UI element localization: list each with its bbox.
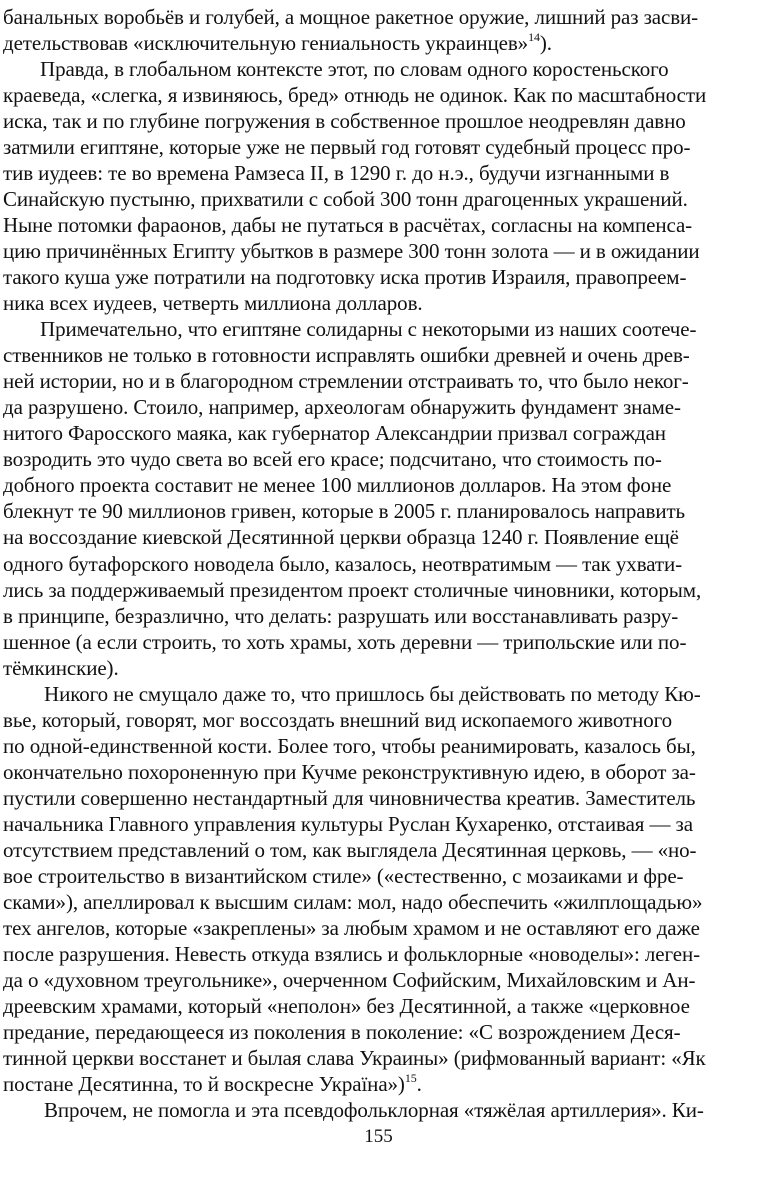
line-text: Синайскую пустыню, прихватили с собой 300 тонн драгоценных украшений. [3,187,688,211]
line-text: Впрочем, не помогла и эта псевдофольклорная «тяжёлая артиллерия». Ки- [44,1098,704,1122]
line-text: ника всех иудеев, четверть миллиона долларов. [3,291,423,315]
line-text: нитого Фаросского маяка, как губернатор Александрии призвал сограждан [3,421,666,445]
line-text-tail: . [416,1072,422,1096]
line-text: тёмкинские). [3,656,119,680]
line-text: дреевским храмами, который «неполон» без Десятинной, а также «церковное [3,994,690,1018]
line-text: Ныне потомки фараонов, дабы не путаться в расчётах, согласны на компенса- [3,213,693,237]
line-text: детельствовав «исключительную гениальность украинцев» [3,31,529,55]
line-text: Никого не смущало даже то, что пришлось бы действовать по методу Кю- [44,682,701,706]
line-text: тив иудеев: те во времена Рамзеса II, в 1290 г. до н.э., будучи изгнанными в [3,161,670,185]
line-text: одного бутафорского новодела было, казалось, неотвратимым — так ухвати- [3,552,683,576]
line-text: предание, передающееся из поколения в поколение: «С возрождением Деся- [3,1020,681,1044]
line-text: окончательно похороненную при Кучме реконструктивную идею, в оборот за- [3,760,696,784]
line-text: затмили египтяне, которые уже не первый год готовят судебный процесс про- [3,135,691,159]
line-text: лись за поддерживаемый президентом проект столичные чиновники, которым, [3,578,702,602]
line-text: Примечательно, что египтяне солидарны с некоторыми из наших соотече- [40,317,697,341]
line-text: добного проекта составит не менее 100 миллионов долларов. На этом фоне [3,473,672,497]
line-text: постане Десятинна, то й воскресне Україна») [3,1072,405,1096]
line-text: ственников не только в готовности исправлять ошибки древней и очень древ- [3,343,690,367]
line-text: пустили совершенно нестандартный для чиновничества креатив. Заместитель [3,786,696,810]
line-text: отсутствием представлений о том, как выглядела Десятинная церковь, — «но- [3,838,697,862]
line-text: вое строительство в византийском стиле» («естественно, с мозаиками и фре- [3,864,684,888]
page-number: 155 [364,1126,393,1147]
line-text: блекнут те 90 миллионов гривен, которые в 2005 г. планировалось направить [3,499,686,523]
line-text: да разрушено. Стоило, например, археологам обнаружить фундамент знаме- [3,395,681,419]
line-text-tail: ). [539,31,552,55]
footnote-reference[interactable]: 14 [528,30,540,44]
line-text: вье, который, говорят, мог воссоздать внешний вид ископаемого животного [3,708,673,732]
line-text: такого куша уже потратили на подготовку иска против Израиля, правопреем- [3,265,687,289]
line-text: в принципе, безразлично, что делать: разрушать или восстанавливать разру- [3,604,679,628]
line-text: после разрушения. Невесть откуда взялись и фольклорные «новоделы»: леген- [3,942,700,966]
line-text: цию причинённых Египту убытков в размере 300 тонн золота — и в ожидании [3,239,700,263]
line-text: тех ангелов, которые «закреплены» за любым храмом и не оставляют его даже [3,916,700,940]
line-text: краеведа, «слегка, я извиняюсь, бред» отнюдь не одинок. Как по масштабности [3,83,707,107]
line-text: тинной церкви восстанет и былая слава Украины» (рифмованный вариант: «Як [3,1046,706,1070]
line-text: иска, так и по глубине погружения в собственное прошлое неодревлян давно [3,109,686,133]
line-text: шенное (а если строить, то хоть храмы, хоть деревни — трипольские или по- [3,630,687,654]
line-text: ней истории, но и в благородном стремлении отстраивать то, что было неког- [3,369,689,393]
line-text: да о «духовном треугольнике», очерченном Софийским, Михайловским и Ан- [3,968,696,992]
line-text: по одной-единственной кости. Более того, чтобы реанимировать, казалось бы, [3,734,696,758]
line-text: возродить это чудо света во всей его красе; подсчитано, что стоимость по- [3,447,662,471]
line-text: на воссоздание киевской Десятинной церкви образца 1240 г. Появление ещё [3,525,679,549]
line-text: банальных воробьёв и голубей, а мощное ракетное оружие, лишний раз засви- [3,5,699,29]
text-line [44,1095,754,1126]
footnote-reference[interactable]: 15 [404,1071,417,1085]
line-text: начальника Главного управления культуры Руслан Кухаренко, отстаивая — за [3,812,693,836]
line-text: Правда, в глобальном контексте этот, по словам одного коростеньского [40,57,669,81]
line-text: сками»), апеллировал к высшим силам: мол, надо обеспечить «жилплощадью» [3,890,703,914]
